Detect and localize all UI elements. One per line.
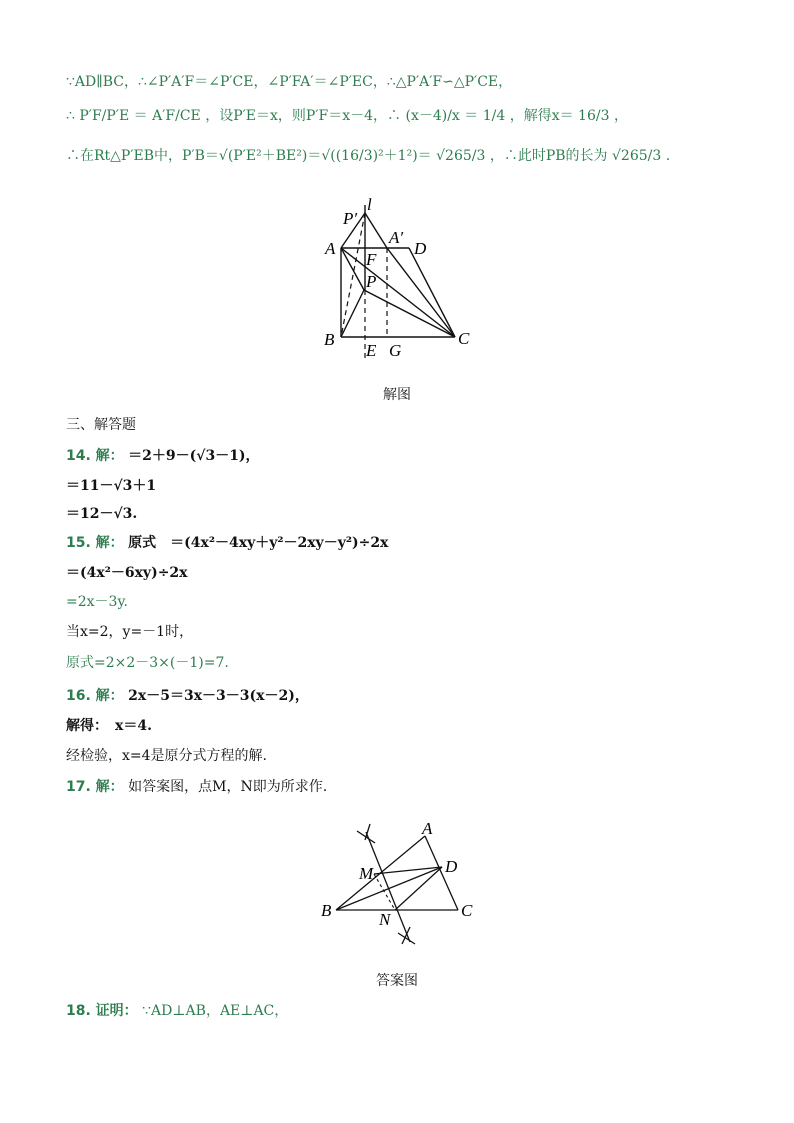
q18-line-1 [66,1001,288,1021]
text-line-2: ∴ P′F/P′E ＝ A′F/CE ，设P′E＝x，则P′F＝x－4，∴ (x－4)/x ＝ 1/4 ，解得x＝ 16/3 ， [66,108,628,124]
q15-step-3: =2x－3y. [66,594,128,610]
q15-label: 15. 解： [66,535,124,551]
q15-step-5: 原式=2×2－3×(－1)=7. [66,655,229,671]
label-B2: B [321,901,332,920]
q17-label: 17. 解： [66,779,124,795]
label-C2: C [461,901,473,920]
label-P-prime: P′ [343,209,358,228]
q14-line-1 [66,446,260,466]
q14-step-1: ＝2＋9－(√3－1)， [128,448,260,464]
q16-step-2: 解得： x＝4. [66,718,152,734]
label-D: D [414,239,427,258]
label-A2: A [422,819,433,838]
figure-2-diagram [318,818,478,952]
q16-label: 16. 解： [66,688,124,704]
q17-step-1: 如答案图，点M，N即为所求作. [128,779,328,795]
section-heading: 三、解答题 [66,417,136,433]
text-line-1: ∵AD∥BC，∴∠P′A′F＝∠P′CE，∠P′FA′＝∠P′EC，∴△P′A′F∽△P′CE， [66,74,513,90]
label-G: G [389,341,402,360]
text-line-3: ∴在Rt△P′EB中，P′B＝√(P′E²＋BE²)＝√((16/3)²＋1²)＝ √265/3 ，∴此时PB的长为 √265/3 . [66,148,671,164]
q15-step-4: 当x=2，y=－1时， [66,624,194,640]
label-P: P [366,272,377,291]
q16-step-3: 经检验，x=4是原分式方程的解. [66,748,267,764]
label-C: C [458,329,470,348]
q15-line-1 [66,533,388,553]
q16-line-1 [66,686,309,706]
label-l: l [367,195,372,214]
figure-2-caption: 答案图 [376,973,418,989]
q14-step-3: ＝12－√3. [66,506,138,522]
figure-1-diagram [310,192,490,362]
q15-step-2: ＝(4x²－6xy)÷2x [66,565,188,581]
label-D2: D [445,857,458,876]
label-A-prime: A′ [389,228,404,247]
label-N: N [379,910,391,929]
q14-label: 14. 解： [66,448,124,464]
label-F: F [366,250,377,269]
label-B: B [324,330,335,349]
figure-1-caption: 解图 [383,387,411,403]
label-A: A [325,239,336,258]
q18-step-1: ∵AD⊥AB，AE⊥AC， [142,1003,289,1019]
q18-label: 18. 证明： [66,1003,138,1019]
q14-step-2: ＝11－√3＋1 [66,478,157,494]
label-E: E [366,341,377,360]
label-M: M [359,864,374,883]
q16-step-1: 2x－5＝3x－3－3(x－2)， [128,688,309,704]
q17-line-1 [66,777,327,797]
q15-step-1: 原式 ＝(4x²－4xy＋y²－2xy－y²)÷2x [128,535,389,551]
